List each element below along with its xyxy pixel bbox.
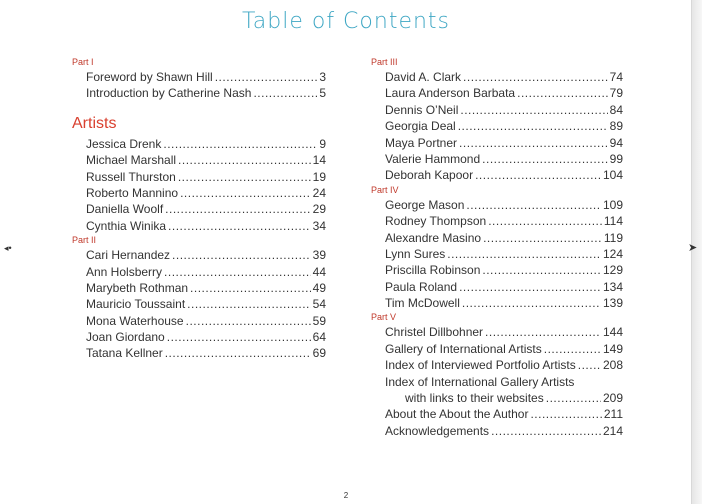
toc-group-part4	[371, 197, 623, 312]
toc-group-part1	[72, 69, 326, 102]
toc-entry-title: Dennis O’Neil	[385, 102, 459, 117]
toc-entry-page: 208	[602, 358, 623, 373]
toc-entry-page: 211	[603, 407, 623, 422]
toc-entry[interactable]	[371, 167, 623, 183]
toc-entry-page: 69	[312, 346, 326, 361]
toc-entry-title: Tim McDowell	[385, 296, 460, 311]
toc-entry-page: 129	[602, 263, 623, 278]
left-column	[72, 56, 326, 362]
page-number: 2	[343, 491, 349, 500]
page-title: Table of Contents	[241, 9, 451, 34]
part-heading-5: Part V	[371, 312, 397, 323]
toc-dot-leader	[459, 135, 608, 151]
toc-dot-leader	[190, 280, 311, 296]
toc-dot-leader	[178, 169, 311, 185]
toc-entry-page: 59	[312, 313, 326, 328]
toc-dot-leader	[167, 329, 311, 345]
toc-entry-page: 149	[602, 341, 623, 356]
toc-entry[interactable]	[72, 280, 326, 296]
toc-dot-leader	[186, 313, 311, 329]
toc-entry-title: Daniella Woolf	[86, 202, 164, 217]
toc-entry-title: Ann Holsberry	[86, 264, 163, 279]
toc-entry-title: Gallery of International Artists	[385, 341, 542, 356]
toc-entry-title: Cari Hernandez	[86, 248, 171, 263]
toc-entry[interactable]	[371, 390, 623, 406]
toc-entry[interactable]	[371, 406, 623, 422]
toc-dot-leader	[544, 341, 601, 357]
part-heading-1: Part I	[72, 57, 94, 67]
toc-entry-title: Lynn Sures	[385, 246, 446, 261]
toc-dot-leader	[482, 262, 601, 278]
toc-entry-title: Valerie Hammond	[385, 151, 481, 166]
part-heading-2: Part II	[72, 235, 97, 246]
toc-dot-leader	[578, 357, 601, 373]
previous-page-arrow-icon[interactable]: ◂•	[4, 243, 12, 253]
toc-entry[interactable]	[72, 247, 326, 263]
toc-entry-page: 119	[603, 230, 623, 245]
toc-entry-page: 74	[609, 70, 623, 84]
toc-entry[interactable]	[371, 118, 623, 134]
toc-entry-title: with links to their websites	[405, 391, 544, 406]
toc-entry[interactable]	[371, 295, 623, 311]
toc-entry-page: 214	[602, 423, 623, 438]
toc-dot-leader	[172, 247, 311, 263]
toc-entry-page: 34	[312, 218, 326, 233]
toc-entry[interactable]	[371, 151, 623, 167]
toc-dot-leader	[485, 324, 601, 340]
toc-entry-page: 134	[602, 279, 623, 294]
toc-entry-page: 39	[312, 248, 326, 263]
toc-entry-page: 9	[319, 136, 326, 151]
toc-entry[interactable]	[72, 85, 326, 101]
toc-dot-leader	[180, 185, 311, 201]
toc-dot-leader	[163, 136, 317, 152]
toc-entry[interactable]	[371, 246, 623, 262]
toc-entry[interactable]	[371, 197, 623, 213]
toc-entry-page: 104	[602, 168, 623, 183]
toc-entry-page: 209	[602, 391, 623, 406]
toc-entry[interactable]	[72, 201, 326, 217]
toc-dot-leader	[482, 151, 607, 167]
right-column	[371, 56, 623, 439]
toc-entry-title: Mona Waterhouse	[86, 313, 184, 328]
toc-entry-title: Rodney Thompson	[385, 214, 487, 229]
toc-dot-leader	[164, 264, 311, 280]
toc-entry[interactable]	[72, 296, 326, 312]
toc-entry-title: George Mason	[385, 197, 465, 212]
toc-entry[interactable]	[371, 135, 623, 151]
toc-entry[interactable]	[371, 213, 623, 229]
toc-group-part2	[72, 247, 326, 362]
toc-entry[interactable]	[371, 279, 623, 295]
toc-entry-page: 14	[312, 153, 326, 168]
toc-entry[interactable]	[371, 262, 623, 278]
toc-entry-title: Deborah Kapoor	[385, 168, 474, 183]
toc-entry-page: 99	[609, 151, 623, 166]
toc-entry-page: 64	[312, 330, 326, 345]
toc-dot-leader	[530, 406, 601, 422]
toc-dot-leader	[447, 246, 601, 262]
toc-dot-leader	[168, 218, 311, 234]
toc-entry-page: 54	[312, 297, 326, 312]
toc-dot-leader	[463, 69, 608, 85]
toc-entry-page: 114	[603, 214, 623, 229]
toc-dot-leader	[215, 69, 318, 85]
toc-group-artists	[72, 136, 326, 234]
toc-entry-title: Index of Interviewed Portfolio Artists	[385, 358, 576, 373]
toc-entry[interactable]	[72, 313, 326, 329]
toc-entry-title: Laura Anderson Barbata	[385, 86, 516, 101]
toc-entry-title: Foreword by Shawn Hill	[86, 70, 213, 84]
toc-entry-title: Russell Thurston	[86, 169, 176, 184]
toc-group-part5	[371, 324, 623, 439]
toc-entry-title: Index of International Gallery Artists	[385, 374, 575, 389]
toc-entry-page: 139	[602, 296, 623, 311]
toc-group-part3	[371, 69, 623, 184]
toc-entry[interactable]	[371, 357, 623, 373]
toc-entry-title: Paula Roland	[385, 279, 458, 294]
toc-entry-title: Cynthia Winika	[86, 218, 167, 233]
toc-entry-page: 49	[312, 280, 326, 295]
toc-entry[interactable]	[72, 152, 326, 168]
toc-entry-title: Roberto Mannino	[86, 185, 179, 200]
toc-entry-page: 3	[319, 70, 326, 84]
toc-dot-leader	[483, 230, 602, 246]
toc-entry-title: Marybeth Rothman	[86, 280, 189, 295]
toc-entry-title: Christel Dillbohner	[385, 325, 484, 340]
toc-entry[interactable]	[371, 374, 623, 390]
toc-entry-page: 144	[602, 325, 623, 340]
toc-dot-leader	[460, 102, 607, 118]
toc-entry[interactable]	[371, 423, 623, 439]
toc-dot-leader	[187, 296, 310, 312]
part-heading-3: Part III	[371, 57, 398, 67]
toc-entry[interactable]	[371, 69, 623, 85]
toc-dot-leader	[253, 85, 317, 101]
toc-entry-page: 44	[312, 264, 326, 279]
toc-entry[interactable]	[371, 85, 623, 101]
toc-entry[interactable]	[72, 136, 326, 152]
toc-entry-title: Tatana Kellner	[86, 346, 163, 361]
toc-entry-title: About the About the Author	[385, 407, 529, 422]
toc-entry-page: 124	[602, 246, 623, 261]
toc-dot-leader	[458, 118, 608, 134]
toc-entry[interactable]	[72, 218, 326, 234]
toc-entry[interactable]	[371, 230, 623, 246]
part-heading-4: Part IV	[371, 184, 399, 195]
next-page-arrow-icon[interactable]: ➤	[688, 242, 698, 254]
toc-entry-title: Jessica Drenk	[86, 136, 162, 151]
toc-dot-leader	[178, 152, 311, 168]
toc-entry-page: 5	[319, 86, 326, 101]
toc-entry-title: Michael Marshall	[86, 153, 177, 168]
toc-entry-title: Joan Giordano	[86, 330, 165, 345]
toc-entry[interactable]	[371, 324, 623, 340]
toc-dot-leader	[546, 390, 601, 406]
toc-dot-leader	[165, 345, 311, 361]
toc-entry-title: Maya Portner	[385, 135, 458, 150]
toc-dot-leader	[491, 423, 601, 439]
toc-entry-page: 79	[609, 86, 623, 101]
toc-dot-leader	[517, 85, 608, 101]
toc-entry-page: 19	[312, 169, 326, 184]
toc-entry[interactable]	[72, 329, 326, 345]
toc-entry-title: David A. Clark	[385, 70, 462, 84]
toc-dot-leader	[165, 201, 310, 217]
toc-entry-title: Alexandre Masino	[385, 230, 482, 245]
toc-entry-title: Mauricio Toussaint	[86, 297, 186, 312]
toc-entry[interactable]	[371, 341, 623, 357]
toc-entry-page: 109	[602, 197, 623, 212]
toc-entry[interactable]	[72, 69, 326, 85]
toc-dot-leader	[459, 279, 601, 295]
toc-entry-page: 29	[312, 202, 326, 217]
section-heading-artists: Artists	[72, 114, 117, 132]
toc-entry[interactable]	[72, 264, 326, 280]
toc-entry[interactable]	[72, 345, 326, 361]
toc-entry-title: Georgia Deal	[385, 119, 456, 134]
toc-entry-title: Introduction by Catherine Nash	[86, 86, 252, 101]
toc-entry-page: 89	[609, 119, 623, 134]
toc-entry-page: 24	[312, 185, 326, 200]
toc-entry-page: 94	[609, 135, 623, 150]
toc-entry-title: Acknowledgements	[385, 423, 490, 438]
toc-entry[interactable]	[72, 185, 326, 201]
toc-dot-leader	[466, 197, 601, 213]
toc-entry-title: Priscilla Robinson	[385, 263, 481, 278]
toc-entry[interactable]	[371, 102, 623, 118]
toc-entry-page: 84	[609, 102, 623, 117]
toc-dot-leader	[488, 213, 602, 229]
toc-dot-leader	[475, 167, 601, 183]
toc-entry[interactable]	[72, 169, 326, 185]
toc-dot-leader	[462, 295, 601, 311]
